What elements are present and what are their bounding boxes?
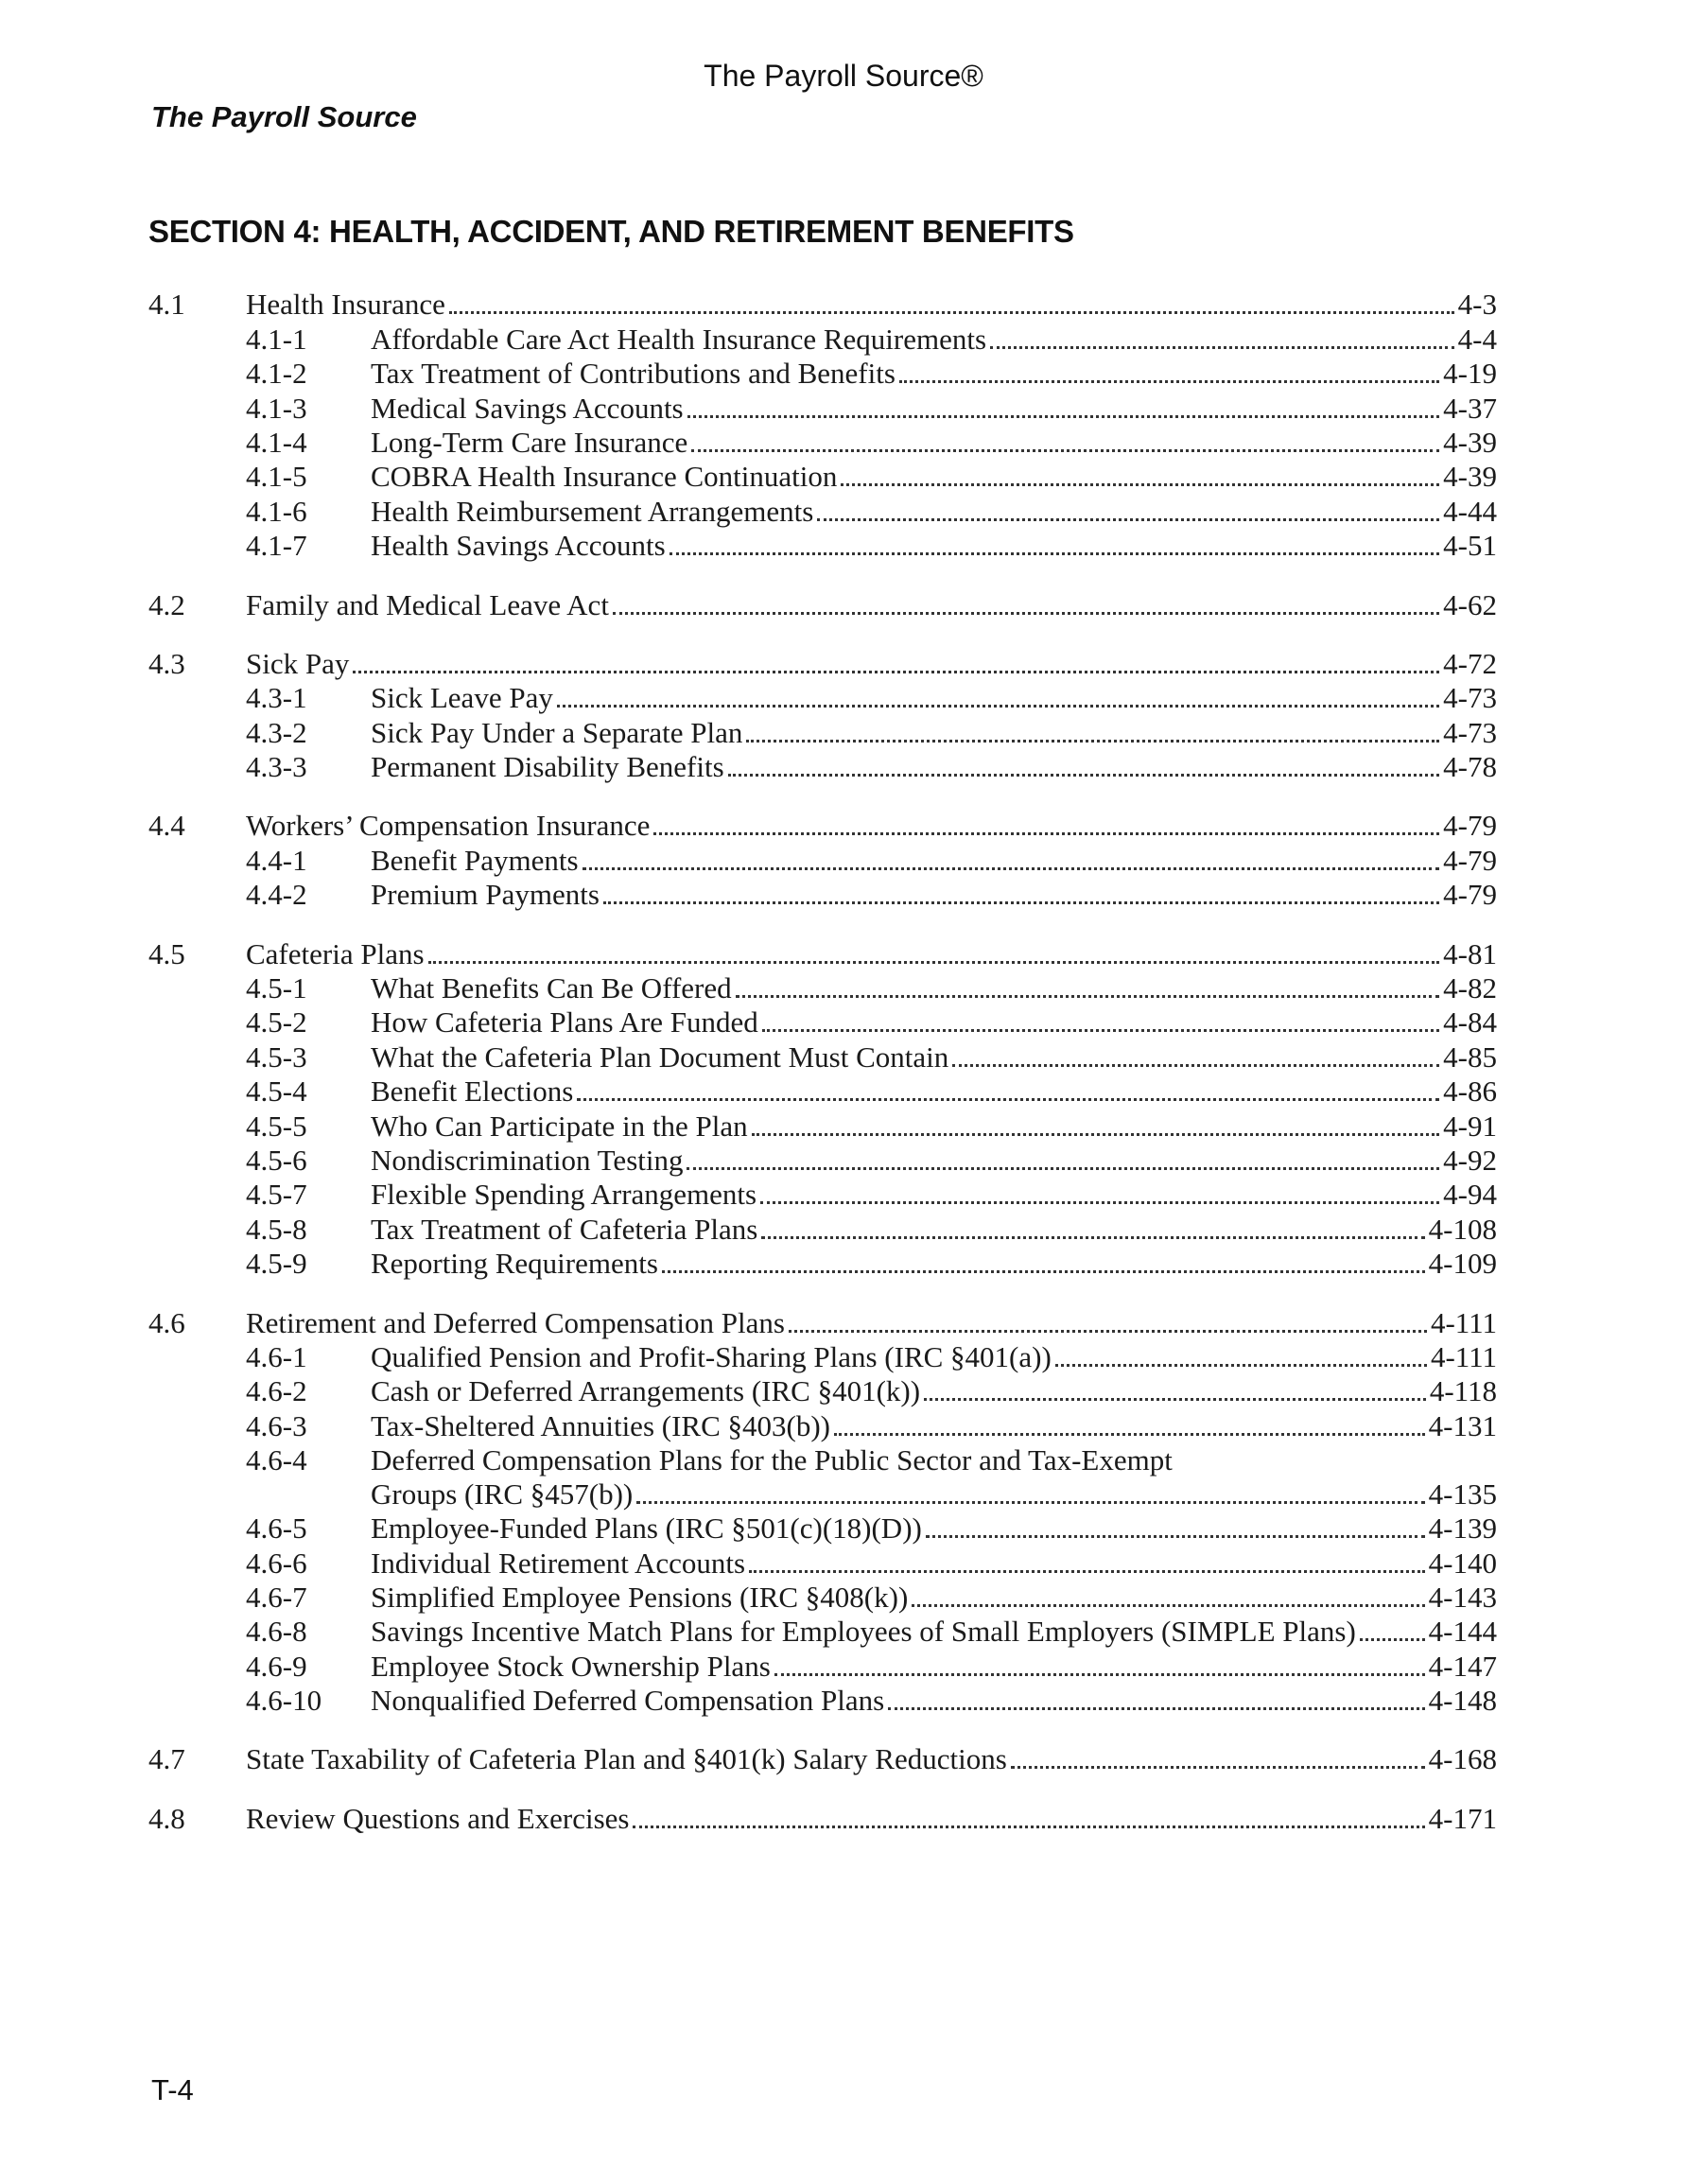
toc-section-group	[148, 1801, 1497, 1835]
dot-leader	[633, 1826, 1424, 1828]
page-reference: 4-39	[1443, 425, 1497, 459]
page-reference: 4-91	[1443, 1109, 1497, 1143]
dot-leader	[834, 1433, 1425, 1436]
section-number: 4.2	[148, 587, 185, 621]
section-number: 4.5	[148, 936, 185, 970]
subsection-title-text: Cash or Deferred Arrangements (IRC §401(k))	[371, 1374, 921, 1408]
toc-subsection-entry[interactable]	[148, 1443, 1497, 1511]
toc-section-entry[interactable]	[148, 809, 1497, 843]
section-title-text: State Taxability of Cafeteria Plan and §401(k) Salary Reductions	[246, 1742, 1007, 1776]
page-reference: 4-78	[1443, 750, 1497, 784]
toc-subsection-entry[interactable]	[148, 971, 1497, 1005]
subsection-number: 4.5-8	[246, 1212, 307, 1246]
subsection-title-text: Nondiscrimination Testing	[371, 1143, 684, 1177]
subsection-number: 4.6-7	[246, 1580, 307, 1614]
subsection-title-text: Health Savings Accounts	[371, 529, 666, 563]
page-reference: 4-168	[1428, 1742, 1497, 1776]
section-title-text: Retirement and Deferred Compensation Plans	[246, 1305, 785, 1339]
subsection-title-text: Individual Retirement Accounts	[371, 1546, 746, 1580]
dot-leader	[583, 867, 1440, 870]
subsection-title-text: Sick Pay Under a Separate Plan	[371, 715, 743, 749]
page-number: T-4	[151, 2073, 194, 2106]
subsection-number: 4.5-1	[246, 971, 307, 1005]
toc-subsection-entry[interactable]	[148, 1040, 1497, 1074]
toc-subsection-entry[interactable]	[148, 681, 1497, 715]
page-reference: 4-37	[1443, 391, 1497, 425]
subsection-title-text: Long-Term Care Insurance	[371, 425, 688, 459]
dot-leader	[1055, 1364, 1427, 1367]
toc-section-entry[interactable]	[148, 587, 1497, 621]
page-reference: 4-109	[1428, 1247, 1497, 1281]
dot-leader	[728, 774, 1440, 777]
dot-leader	[557, 705, 1439, 708]
toc-subsection-entry[interactable]	[148, 1374, 1497, 1408]
subsection-title-text: What Benefits Can Be Offered	[371, 971, 732, 1005]
subsection-number: 4.5-5	[246, 1109, 307, 1143]
subsection-title-text: Tax Treatment of Contributions and Benefits	[371, 357, 896, 391]
page-reference: 4-44	[1443, 494, 1497, 528]
toc-subsection-entry[interactable]	[148, 1109, 1497, 1143]
subsection-title-text: Affordable Care Act Health Insurance Requirements	[371, 322, 987, 356]
subsection-number: 4.5-2	[246, 1005, 307, 1040]
toc-subsection-entry[interactable]	[148, 494, 1497, 528]
section-title-text: Family and Medical Leave Act	[246, 587, 609, 621]
toc-subsection-entry[interactable]	[148, 750, 1497, 784]
page-reference: 4-143	[1428, 1580, 1497, 1614]
subsection-title-text: What the Cafeteria Plan Document Must Contain	[371, 1040, 949, 1074]
dot-leader	[687, 1167, 1439, 1170]
page-reference: 4-4	[1457, 322, 1497, 356]
toc-subsection-entry[interactable]	[148, 843, 1497, 877]
subsection-number: 4.6-1	[246, 1339, 307, 1373]
dot-leader	[774, 1673, 1425, 1676]
page-reference: 4-39	[1443, 460, 1497, 494]
subsection-number: 4.1-1	[246, 322, 307, 356]
dot-leader	[736, 995, 1440, 998]
dot-leader	[428, 961, 1440, 964]
page-reference: 4-79	[1443, 878, 1497, 912]
toc-subsection-entry[interactable]	[148, 1144, 1497, 1178]
page-reference: 4-118	[1429, 1374, 1497, 1408]
subsection-number: 4.6-2	[246, 1374, 307, 1408]
toc-subsection-entry[interactable]	[148, 1340, 1497, 1374]
dot-leader	[952, 1064, 1439, 1067]
subsection-title-text: Sick Leave Pay	[371, 681, 553, 715]
subsection-title-text: Simplified Employee Pensions (IRC §408(k))	[371, 1580, 909, 1614]
subsection-number: 4.1-5	[246, 460, 307, 494]
section-title-text: Cafeteria Plans	[246, 936, 425, 970]
toc-subsection-entry[interactable]	[148, 1649, 1497, 1683]
page-reference: 4-72	[1443, 646, 1497, 680]
toc-section-entry[interactable]	[148, 647, 1497, 681]
section-number: 4.4	[148, 809, 185, 843]
section-number: 4.7	[148, 1742, 185, 1776]
toc-subsection-entry[interactable]	[148, 1684, 1497, 1718]
subsection-title-text: Who Can Participate in the Plan	[371, 1109, 748, 1143]
subsection-title-text: Employee-Funded Plans (IRC §501(c)(18)(D))	[371, 1511, 922, 1546]
subsection-title-continuation	[371, 1477, 1497, 1511]
subsection-title-text: Reporting Requirements	[371, 1247, 658, 1281]
dot-leader	[761, 1236, 1424, 1239]
subsection-number: 4.4-2	[246, 878, 307, 912]
section-number: 4.6	[148, 1305, 185, 1339]
subsection-title-text: Flexible Spending Arrangements	[371, 1178, 757, 1212]
page-reference: 4-111	[1430, 1339, 1497, 1373]
toc-section-entry[interactable]	[148, 936, 1497, 970]
page-reference: 4-94	[1443, 1178, 1497, 1212]
toc-subsection-entry[interactable]	[148, 1212, 1497, 1246]
subsection-number: 4.5-7	[246, 1178, 307, 1212]
subsection-title-text: Deferred Compensation Plans for the Public Sector and Tax-Exempt	[371, 1442, 1173, 1476]
page-reference: 4-92	[1443, 1143, 1497, 1177]
dot-leader	[670, 552, 1439, 555]
dot-leader	[1011, 1766, 1425, 1769]
table-of-contents	[148, 288, 1497, 1861]
section-title-text: Workers’ Compensation Insurance	[246, 809, 651, 843]
toc-section-entry[interactable]	[148, 1742, 1497, 1776]
dot-leader	[577, 1098, 1439, 1101]
toc-section-group	[148, 936, 1497, 1281]
subsection-title-text: Nonqualified Deferred Compensation Plans	[371, 1684, 885, 1718]
dot-leader	[888, 1707, 1424, 1710]
toc-section-entry[interactable]	[148, 288, 1497, 322]
toc-subsection-entry[interactable]	[148, 426, 1497, 460]
section-title: SECTION 4: HEALTH, ACCIDENT, AND RETIREMENT BENEFITS	[148, 214, 1074, 249]
subsection-title-text: Tax Treatment of Cafeteria Plans	[371, 1212, 758, 1246]
toc-subsection-entry[interactable]	[148, 1546, 1497, 1580]
section-title-text: Sick Pay	[246, 646, 350, 680]
toc-subsection-entry[interactable]	[148, 1511, 1497, 1546]
dot-leader	[990, 346, 1454, 349]
subsection-number: 4.5-9	[246, 1247, 307, 1281]
toc-section-group	[148, 587, 1497, 621]
dot-leader	[749, 1570, 1425, 1573]
dot-leader	[841, 483, 1439, 486]
toc-section-group	[148, 647, 1497, 785]
toc-subsection-entry[interactable]	[148, 1581, 1497, 1615]
page-reference: 4-171	[1428, 1801, 1497, 1835]
toc-section-entry[interactable]	[148, 1801, 1497, 1835]
toc-subsection-entry[interactable]	[148, 1247, 1497, 1281]
toc-subsection-entry[interactable]	[148, 1408, 1497, 1442]
page-reference: 4-144	[1428, 1615, 1497, 1649]
toc-section-group	[148, 1305, 1497, 1718]
dot-leader	[687, 415, 1440, 418]
page-reference: 4-73	[1443, 681, 1497, 715]
subsection-number: 4.3-3	[246, 750, 307, 784]
toc-section-group	[148, 809, 1497, 912]
dot-leader	[752, 1133, 1440, 1136]
subsection-number: 4.6-10	[246, 1684, 322, 1718]
dot-leader	[636, 1501, 1424, 1504]
page-reference: 4-82	[1443, 971, 1497, 1005]
subsection-title-text: Savings Incentive Match Plans for Employees of Small Employers (SIMPLE Plans)	[371, 1615, 1356, 1649]
subsection-title-text: How Cafeteria Plans Are Funded	[371, 1005, 758, 1040]
subsection-number: 4.6-5	[246, 1511, 307, 1546]
toc-subsection-entry[interactable]	[148, 715, 1497, 749]
subsection-number: 4.6-4	[246, 1442, 307, 1476]
toc-section-group	[148, 288, 1497, 563]
subsection-title-text: Health Reimbursement Arrangements	[371, 494, 814, 528]
subsection-title-text: Medical Savings Accounts	[371, 391, 684, 425]
toc-subsection-entry[interactable]	[148, 529, 1497, 563]
dot-leader	[760, 1201, 1439, 1204]
dot-leader	[353, 671, 1439, 673]
page-reference: 4-140	[1428, 1546, 1497, 1580]
page-reference: 4-81	[1443, 936, 1497, 970]
subsection-number: 4.5-3	[246, 1040, 307, 1074]
dot-leader	[926, 1535, 1425, 1538]
page-reference: 4-51	[1443, 529, 1497, 563]
subsection-number: 4.1-7	[246, 529, 307, 563]
page-reference: 4-148	[1428, 1684, 1497, 1718]
dot-leader	[817, 518, 1439, 521]
subsection-number: 4.5-6	[246, 1143, 307, 1177]
page-reference: 4-135	[1428, 1476, 1497, 1511]
page-reference: 4-108	[1428, 1212, 1497, 1246]
subsection-number: 4.6-8	[246, 1615, 307, 1649]
subsection-number: 4.1-3	[246, 391, 307, 425]
subsection-title-text: Employee Stock Ownership Plans	[371, 1649, 771, 1683]
subsection-number: 4.1-4	[246, 425, 307, 459]
dot-leader	[924, 1398, 1426, 1401]
page-reference: 4-111	[1430, 1305, 1497, 1339]
toc-subsection-entry[interactable]	[148, 1075, 1497, 1109]
page-reference: 4-62	[1443, 587, 1497, 621]
page-reference: 4-79	[1443, 843, 1497, 877]
page-reference: 4-131	[1428, 1408, 1497, 1442]
page-reference: 4-73	[1443, 715, 1497, 749]
subsection-title-text: COBRA Health Insurance Continuation	[371, 460, 838, 494]
subsection-number: 4.1-6	[246, 494, 307, 528]
subsection-title-wrap	[371, 1443, 1497, 1511]
subsection-number: 4.4-1	[246, 843, 307, 877]
page-reference: 4-84	[1443, 1005, 1497, 1040]
subsection-number: 4.3-2	[246, 715, 307, 749]
section-number: 4.8	[148, 1801, 185, 1835]
dot-leader	[613, 612, 1439, 615]
subsection-title-text: Benefit Payments	[371, 843, 579, 877]
toc-subsection-entry[interactable]	[148, 357, 1497, 391]
dot-leader	[691, 449, 1439, 452]
running-head: The Payroll Source	[151, 100, 417, 133]
page-reference: 4-139	[1428, 1511, 1497, 1546]
subsection-title-line2: Groups (IRC §457(b))	[371, 1476, 634, 1511]
toc-subsection-entry[interactable]	[148, 1005, 1497, 1040]
subsection-number: 4.3-1	[246, 681, 307, 715]
page-reference: 4-3	[1457, 288, 1497, 322]
section-title-text: Health Insurance	[246, 288, 445, 322]
dot-leader	[912, 1604, 1424, 1607]
dot-leader	[899, 380, 1439, 383]
dot-leader	[662, 1270, 1425, 1273]
page-reference: 4-86	[1443, 1075, 1497, 1109]
page-reference: 4-79	[1443, 809, 1497, 843]
subsection-number: 4.6-9	[246, 1649, 307, 1683]
dot-leader	[449, 311, 1454, 314]
subsection-title-text: Qualified Pension and Profit-Sharing Plans (IRC §401(a))	[371, 1339, 1052, 1373]
subsection-number: 4.6-6	[246, 1546, 307, 1580]
dot-leader	[1360, 1638, 1425, 1641]
section-number: 4.1	[148, 288, 185, 322]
toc-subsection-entry[interactable]	[148, 1615, 1497, 1649]
dot-leader	[746, 740, 1439, 743]
dot-leader	[789, 1330, 1427, 1333]
section-title-text: Review Questions and Exercises	[246, 1801, 630, 1835]
toc-section-entry[interactable]	[148, 1305, 1497, 1339]
dot-leader	[603, 901, 1439, 904]
dot-leader	[653, 832, 1439, 835]
dot-leader	[762, 1029, 1439, 1032]
subsection-number: 4.6-3	[246, 1408, 307, 1442]
subsection-number: 4.5-4	[246, 1075, 307, 1109]
toc-subsection-entry[interactable]	[148, 391, 1497, 425]
toc-subsection-entry[interactable]	[148, 322, 1497, 356]
document-header: The Payroll Source®	[704, 59, 983, 93]
subsection-title-text: Premium Payments	[371, 878, 600, 912]
toc-section-group	[148, 1742, 1497, 1776]
subsection-title-text: Benefit Elections	[371, 1075, 574, 1109]
subsection-title-text: Tax-Sheltered Annuities (IRC §403(b))	[371, 1408, 830, 1442]
page-reference: 4-19	[1443, 357, 1497, 391]
subsection-number: 4.1-2	[246, 357, 307, 391]
page-reference: 4-147	[1428, 1649, 1497, 1683]
toc-subsection-entry[interactable]	[148, 460, 1497, 494]
section-number: 4.3	[148, 646, 185, 680]
toc-subsection-entry[interactable]	[148, 1178, 1497, 1212]
toc-subsection-entry[interactable]	[148, 878, 1497, 912]
page-reference: 4-85	[1443, 1040, 1497, 1074]
subsection-title-text: Permanent Disability Benefits	[371, 750, 724, 784]
